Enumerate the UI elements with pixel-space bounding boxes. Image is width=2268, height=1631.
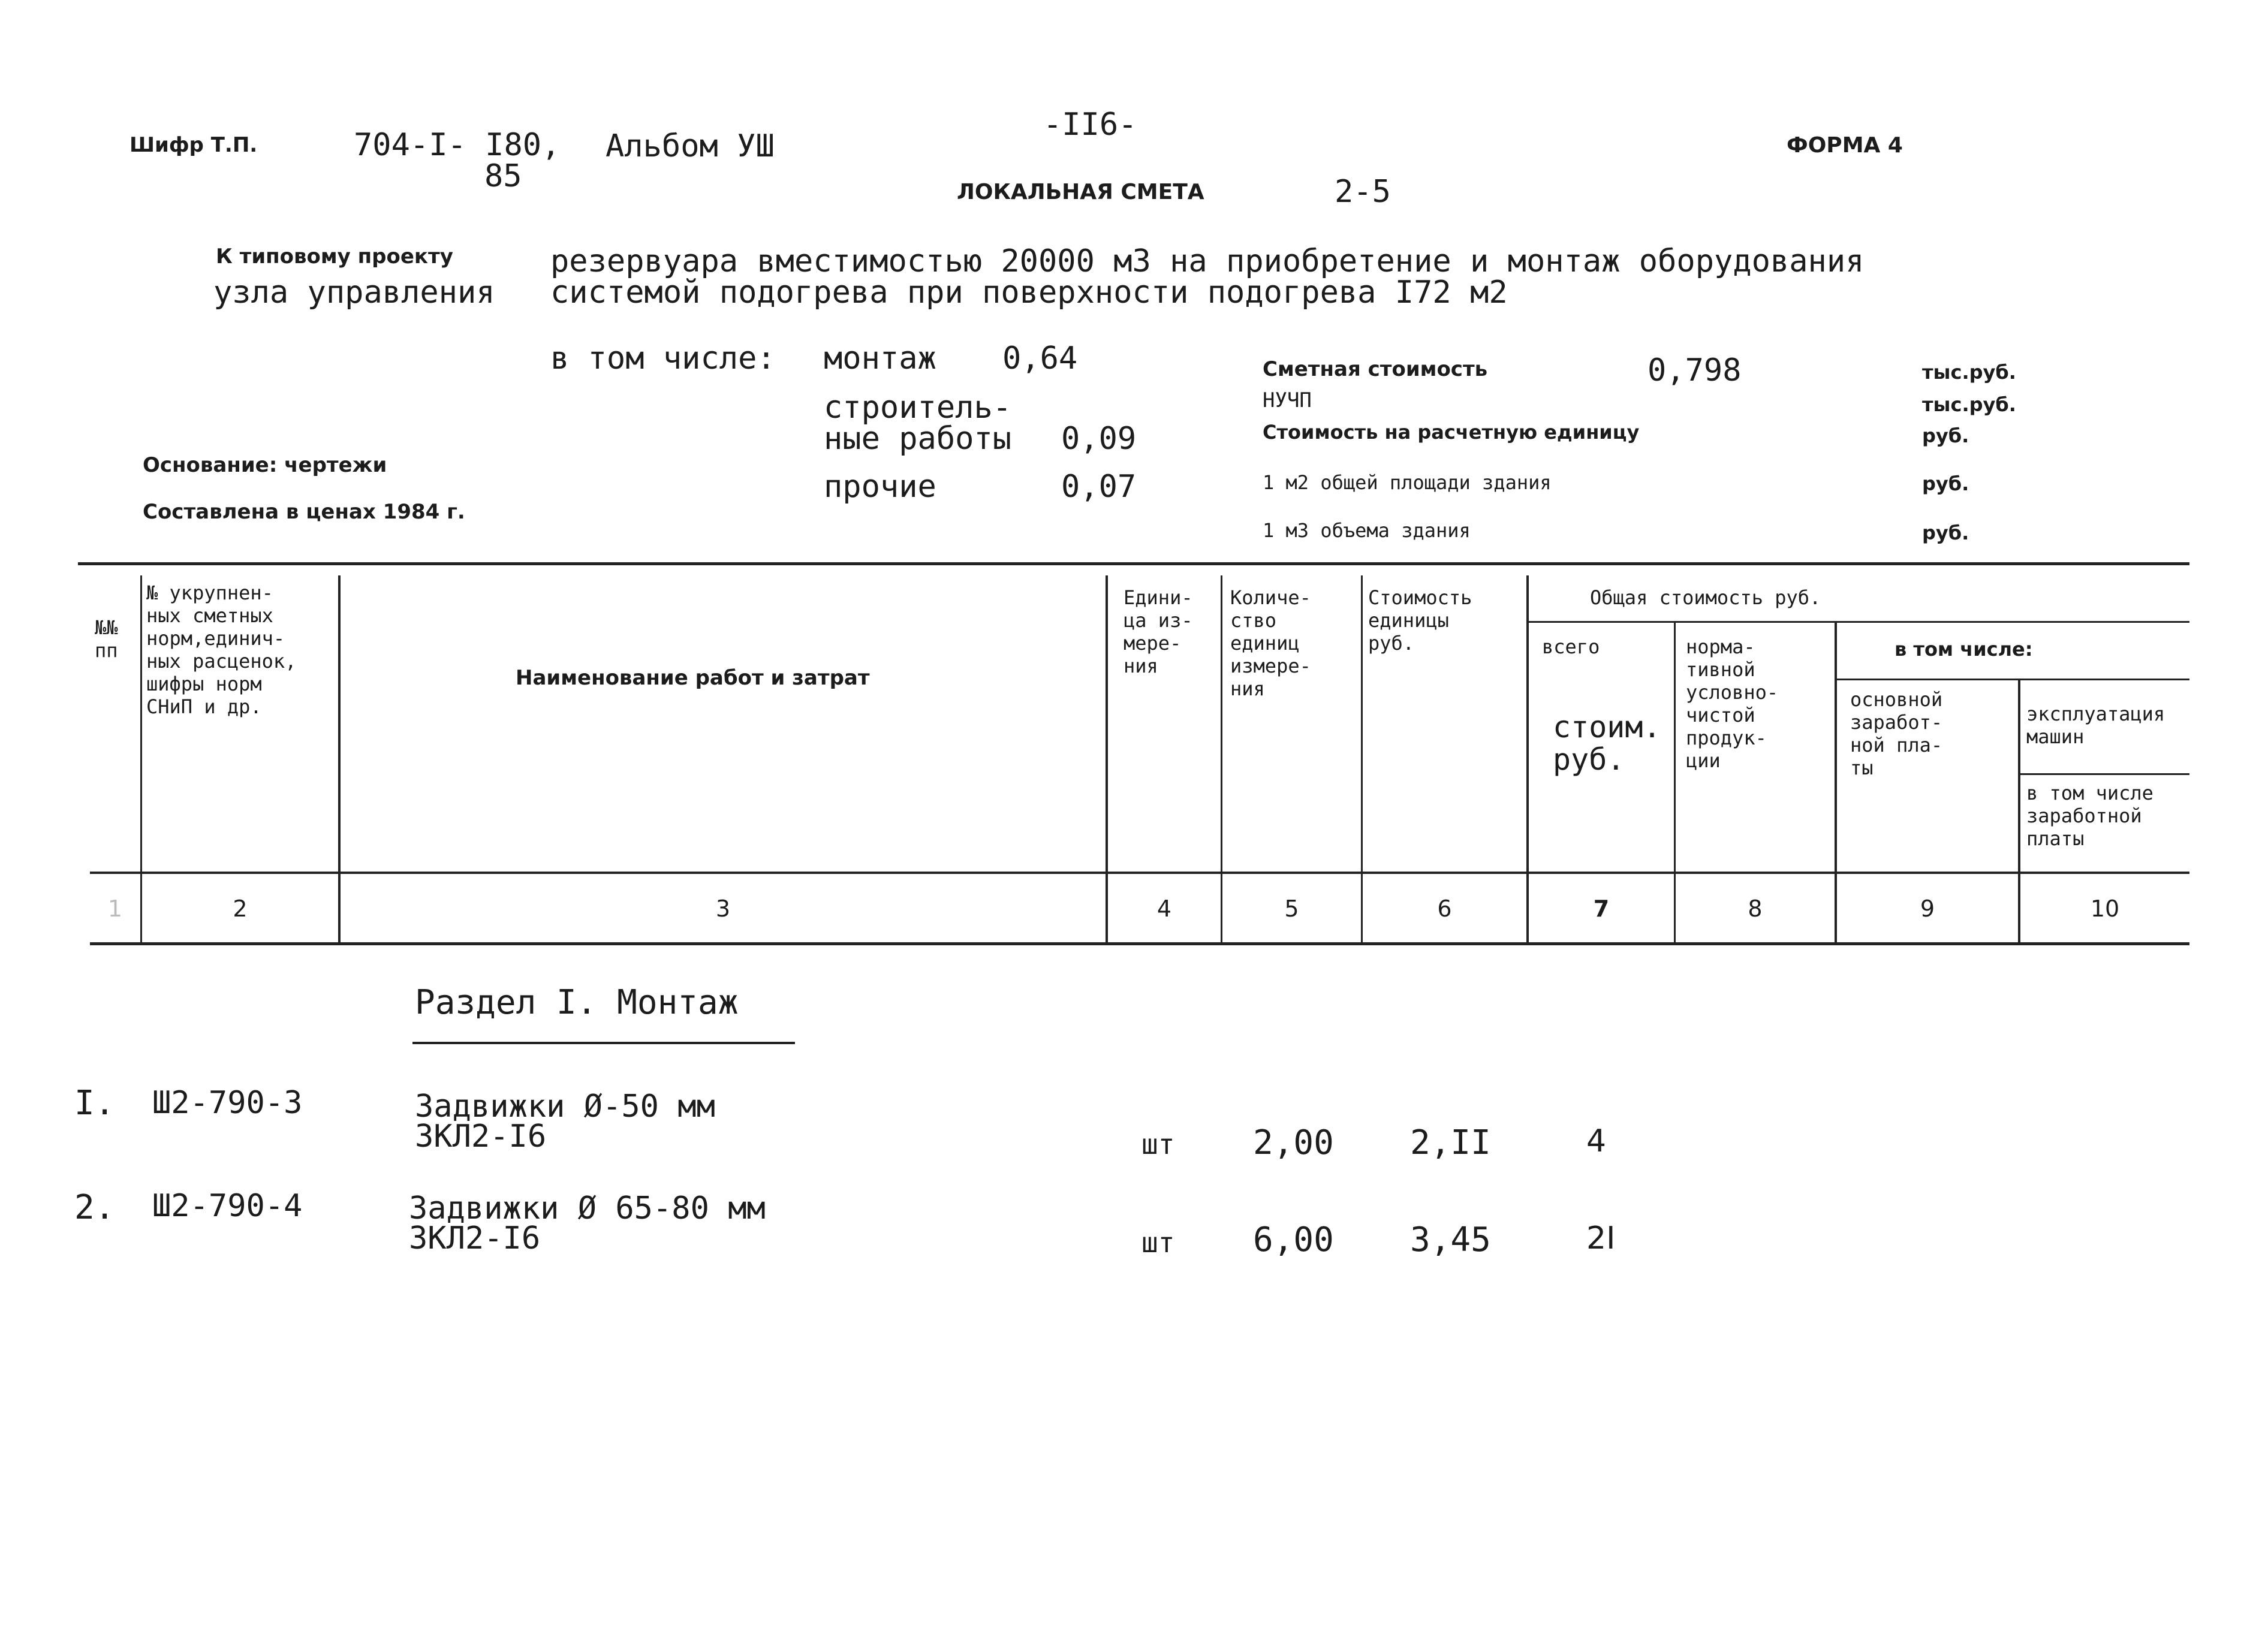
- prices-label: Составлена в ценах 1984 г.: [143, 500, 465, 524]
- table-top-line: [78, 562, 2189, 565]
- unit-cost-label: Стоимость на расчетную единицу: [1263, 421, 1640, 444]
- project-label-line1: К типовому проекту: [216, 245, 453, 269]
- project-text-line2: системой подогрева при поверхности подогрева I72 м2: [550, 275, 1508, 310]
- project-code-sub: 85: [484, 158, 522, 194]
- vline-6: [1526, 575, 1529, 942]
- row-code: Ш2-790-4: [152, 1188, 303, 1224]
- nuchp-label: НУЧП: [1263, 388, 1312, 412]
- header-total-group: Общая стоимость руб.: [1590, 586, 1821, 609]
- header-col-1: №№ пп: [95, 616, 118, 662]
- montage-value: 0,64: [1002, 340, 1078, 376]
- header-col-8: норма- тивной условно- чистой продук- ции: [1686, 635, 1779, 772]
- col-number-8: 8: [1748, 896, 1763, 922]
- basis-label: Основание: чертежи: [143, 453, 387, 477]
- vline-8: [1835, 621, 1837, 942]
- vline-4: [1221, 575, 1222, 942]
- row-name: Задвижки Ø 65-80 мм: [409, 1190, 766, 1226]
- section-title: Раздел I. Монтаж: [415, 983, 739, 1022]
- vline-7: [1674, 621, 1676, 942]
- document-number: 2-5: [1335, 174, 1391, 210]
- row-number: 2.: [74, 1188, 115, 1227]
- document-title: ЛОКАЛЬНАЯ СМЕТА: [957, 180, 1204, 204]
- vline-1: [140, 575, 142, 942]
- row-quantity: 2,00: [1253, 1123, 1334, 1162]
- header-bottom-line: [90, 872, 2189, 874]
- cipher-label: Шифр Т.П.: [129, 133, 258, 157]
- volume-unit: руб.: [1922, 521, 1969, 544]
- row-name-sub: ЗКЛ2-I6: [409, 1220, 541, 1256]
- album-label: Альбом УШ: [606, 128, 775, 164]
- header-col-9: основной заработ- ной пла- ты: [1850, 688, 1943, 779]
- vline-3: [1106, 575, 1108, 942]
- including-label: в том числе:: [550, 340, 776, 376]
- total-group-line: [1526, 621, 2189, 623]
- row-unit-price: 3,45: [1410, 1220, 1491, 1259]
- page-number: -II6-: [1043, 107, 1137, 143]
- montage-label: монтаж: [824, 340, 936, 376]
- row-unit-price: 2,II: [1410, 1123, 1491, 1162]
- vline-5: [1361, 575, 1363, 942]
- construction-label-2: ные работы: [824, 421, 1012, 457]
- col-number-5: 5: [1284, 896, 1299, 922]
- row-number: I.: [74, 1084, 115, 1123]
- col-number-10: 10: [2090, 896, 2120, 922]
- header-col-2: № укрупнен- ных сметных норм,единич- ных расценок, шифры норм СНиП и др.: [146, 581, 297, 718]
- project-text-line1: резервуара вместимостью 20000 м3 на приобретение и монтаж оборудования: [550, 243, 1865, 279]
- nuchp-unit: тыс.руб.: [1922, 393, 2016, 416]
- area-label: 1 м2 общей площади здания: [1263, 471, 1552, 494]
- area-unit: руб.: [1922, 472, 1969, 495]
- project-label-line2: узла управления: [213, 275, 495, 310]
- construction-label-1: строитель-: [824, 390, 1012, 426]
- row-name: Задвижки Ø-50 мм: [415, 1089, 715, 1124]
- estimated-cost-unit: тыс.руб.: [1922, 361, 2016, 384]
- header-col-3: Наименование работ и затрат: [516, 666, 870, 690]
- project-code: 704-I- I80,: [354, 127, 561, 163]
- col-number-9: 9: [1920, 896, 1935, 922]
- form-label: ФОРМА 4: [1787, 133, 1903, 158]
- estimated-cost-value: 0,798: [1647, 352, 1742, 388]
- volume-label: 1 м3 объема здания: [1263, 519, 1471, 542]
- col-number-3: 3: [715, 896, 731, 922]
- table-bottom-line: [90, 942, 2189, 945]
- header-incl-group: в том числе:: [1894, 638, 2033, 661]
- row-total: 4: [1586, 1123, 1607, 1159]
- header-col-6: Стоимость единицы руб.: [1368, 586, 1472, 655]
- col-number-1: 1: [107, 896, 123, 922]
- col-number-7: 7: [1593, 896, 1610, 922]
- machines-line: [2018, 773, 2189, 775]
- header-col-7: стоим. руб.: [1553, 710, 1661, 777]
- section-title-underline: [412, 1042, 795, 1044]
- col-number-6: 6: [1437, 896, 1452, 922]
- col-number-2: 2: [233, 896, 248, 922]
- row-total: 2I: [1586, 1220, 1616, 1256]
- header-col-5: Количе- ство единиц измере- ния: [1230, 586, 1311, 700]
- unit-cost-unit: руб.: [1922, 424, 1969, 447]
- header-col-10a: эксплуатация машин: [2026, 703, 2165, 748]
- header-col-7-top: всего: [1542, 635, 1600, 658]
- vline-2: [338, 575, 341, 942]
- estimated-cost-label: Сметная стоимость: [1263, 357, 1488, 381]
- header-col-10b: в том числе заработной платы: [2026, 782, 2153, 850]
- row-name-sub: ЗКЛ2-I6: [415, 1119, 547, 1154]
- row-code: Ш2-790-3: [152, 1085, 303, 1121]
- other-value: 0,07: [1061, 469, 1137, 505]
- row-unit: шт: [1141, 1128, 1175, 1160]
- incl-group-line: [1835, 679, 2189, 680]
- construction-value: 0,09: [1061, 421, 1137, 457]
- col-number-4: 4: [1156, 896, 1172, 922]
- row-unit: шт: [1141, 1226, 1175, 1259]
- other-label: прочие: [824, 469, 936, 505]
- row-quantity: 6,00: [1253, 1220, 1334, 1259]
- header-col-4: Едини- ца из- мере- ния: [1124, 586, 1193, 677]
